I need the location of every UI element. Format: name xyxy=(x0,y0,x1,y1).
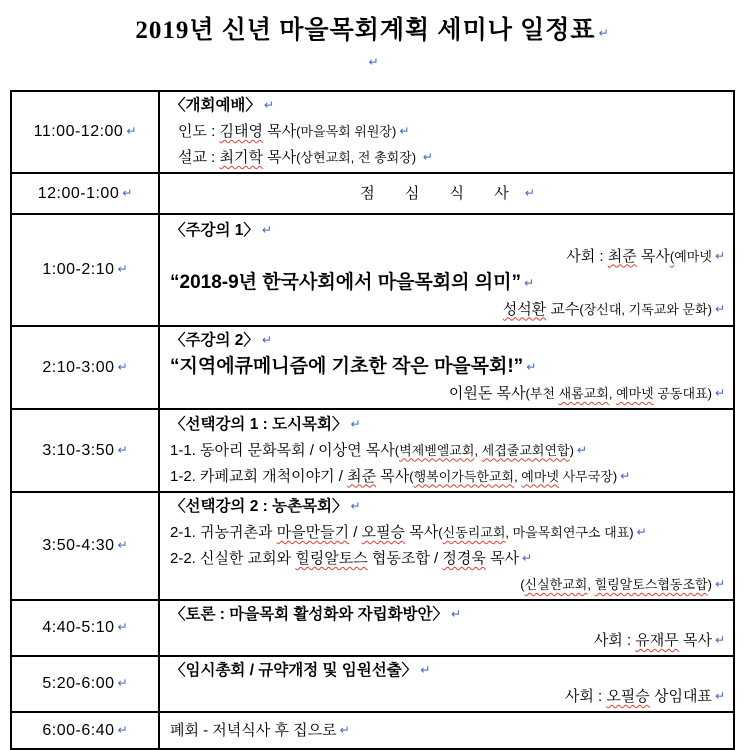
seg: 최준 xyxy=(347,467,377,485)
paragraph-mark-icon: ↵ xyxy=(350,499,361,513)
seg: 목사 xyxy=(262,123,297,140)
time-label: 3:50-4:30 xyxy=(42,537,115,554)
content-cell xyxy=(159,712,734,749)
page-title: 2019년 신년 마을목회계획 세미나 일정표 xyxy=(135,17,596,44)
session-title xyxy=(170,658,725,684)
seg: “2018-9년 한국사회에서 마을목회의 의미” xyxy=(170,271,521,293)
seg: 사회 : xyxy=(566,247,608,265)
seg: 〈주강의 1〉 xyxy=(170,221,259,239)
table-row xyxy=(11,409,734,492)
seg: 예마넷 xyxy=(616,386,654,401)
time-cell xyxy=(11,656,159,712)
seg: 김태영 xyxy=(219,123,263,140)
paragraph-mark-icon: ↵ xyxy=(422,150,433,164)
seg: ( xyxy=(438,525,443,540)
time-cell xyxy=(11,214,159,326)
paragraph-mark-icon: ↵ xyxy=(620,468,631,483)
seg: 오필승 xyxy=(361,524,406,541)
seg: 신동리교회 xyxy=(442,525,506,540)
lecture-title xyxy=(170,354,725,381)
table-row xyxy=(11,656,734,712)
seg: (장신대, 기독교와 문화) xyxy=(579,301,712,317)
seg: 인도 : xyxy=(178,123,220,140)
empty-paragraph xyxy=(0,54,744,72)
paragraph-mark-icon: ↵ xyxy=(261,222,272,237)
seg: 폐회 - 저녁식사 후 집으로 xyxy=(170,721,337,739)
paragraph-mark-icon: ↵ xyxy=(117,442,128,457)
table-row xyxy=(11,326,734,409)
time-cell xyxy=(11,409,159,492)
seg: ( xyxy=(409,468,414,484)
paragraph-mark-icon: ↵ xyxy=(576,442,587,457)
paragraph-mark-icon: ↵ xyxy=(117,722,128,737)
content-cell xyxy=(159,173,734,214)
session-title xyxy=(170,328,725,354)
lecture-title xyxy=(170,270,725,297)
seg: 사회 : xyxy=(593,632,636,649)
session-detail xyxy=(170,244,725,270)
seg: 행복이가득한교회 xyxy=(413,468,515,484)
table-row xyxy=(11,600,734,656)
paragraph-mark-icon: ↵ xyxy=(714,248,725,263)
seg: (마을목회 위원장) xyxy=(296,124,397,139)
seg: 교수 xyxy=(546,300,580,318)
session-detail xyxy=(170,464,725,490)
seg: 목사 xyxy=(405,524,439,541)
seg: 목사 xyxy=(636,247,670,265)
seg: 〈선택강의 2 : 농촌목회〉 xyxy=(170,498,348,515)
paragraph-mark-icon: ↵ xyxy=(399,124,410,138)
paragraph-mark-icon: ↵ xyxy=(263,98,274,112)
seg: 설교 : xyxy=(178,149,220,166)
seg: ) xyxy=(569,442,574,458)
session-detail xyxy=(170,438,725,464)
seg: 목사 xyxy=(678,632,712,649)
seg: 1-1. 동아리 문화목회 / 이상연 목사 xyxy=(170,441,395,459)
seg: 성석환 xyxy=(502,300,547,318)
session-title xyxy=(170,218,725,244)
time-label: 3:10-3:50 xyxy=(42,441,115,459)
document-title-row xyxy=(0,10,744,46)
paragraph-mark-icon: ↵ xyxy=(122,185,133,200)
paragraph-mark-icon: ↵ xyxy=(714,633,725,647)
paragraph-mark-icon: ↵ xyxy=(522,551,533,565)
paragraph-mark-icon: ↵ xyxy=(117,359,128,374)
seg: 협동조합 / xyxy=(367,550,443,567)
session-detail xyxy=(170,718,725,744)
seg: 2-1. 귀농귀촌과 xyxy=(170,524,277,541)
seg: 1-2. 카페교회 개척이야기 / xyxy=(170,467,348,485)
seg: 2-2. 신실한 교회와 xyxy=(170,550,296,567)
paragraph-mark-icon: ↵ xyxy=(714,689,725,703)
session-detail xyxy=(170,572,725,598)
paragraph-mark-icon: ↵ xyxy=(261,333,272,347)
seg: , xyxy=(474,442,482,458)
seg: 사회 : xyxy=(564,688,607,705)
paragraph-mark-icon: ↵ xyxy=(117,676,128,690)
seg: 새롬교회 xyxy=(558,386,609,401)
content-cell xyxy=(159,214,734,326)
content-cell xyxy=(159,409,734,492)
paragraph-mark-icon: ↵ xyxy=(368,55,379,69)
time-label: 5:20-6:00 xyxy=(42,675,115,692)
paragraph-mark-icon: ↵ xyxy=(339,722,350,737)
seg: , 마을목회연구소 대표) xyxy=(505,525,634,540)
seg: 유재무 xyxy=(635,632,679,649)
content-cell xyxy=(159,656,734,712)
seg: , xyxy=(514,468,522,484)
paragraph-mark-icon: ↵ xyxy=(117,620,128,634)
paragraph-mark-icon: ↵ xyxy=(117,538,128,552)
seg: 예마넷 xyxy=(674,248,712,264)
paragraph-mark-icon: ↵ xyxy=(636,525,647,539)
schedule-table xyxy=(10,90,735,750)
time-cell xyxy=(11,173,159,214)
seg: ( xyxy=(669,248,675,264)
content-cell xyxy=(159,492,734,600)
paragraph-mark-icon: ↵ xyxy=(524,185,535,200)
seg: 〈임시총회 / 규약개정 및 임원선출〉 xyxy=(170,662,418,679)
paragraph-mark-icon: ↵ xyxy=(523,275,535,290)
paragraph-mark-icon: ↵ xyxy=(117,262,128,276)
content-cell xyxy=(159,326,734,409)
table-row xyxy=(11,214,734,326)
paragraph-mark-icon: ↵ xyxy=(526,360,537,374)
seg: 마을만들기 xyxy=(276,524,350,541)
seg: ( xyxy=(520,577,525,592)
seg: 세겹줄교회연합 xyxy=(481,442,570,458)
seg: 이원돈 목사 xyxy=(448,385,526,402)
time-cell xyxy=(11,492,159,600)
seg: (상현교회, 전 총회장) xyxy=(296,150,420,165)
time-label: 12:00-1:00 xyxy=(37,184,120,202)
time-label: 11:00-12:00 xyxy=(33,123,124,140)
paragraph-mark-icon: ↵ xyxy=(450,607,462,621)
paragraph-mark-icon: ↵ xyxy=(598,26,609,40)
session-detail xyxy=(170,546,725,572)
seg: 힐링알토스 xyxy=(295,550,368,567)
seg: 〈주강의 2〉 xyxy=(170,332,259,349)
session-detail xyxy=(170,297,725,323)
session-title xyxy=(170,494,725,520)
seg: 벽제벧엘교회 xyxy=(399,442,475,458)
seg: 목사 xyxy=(485,550,520,567)
time-cell xyxy=(11,326,159,409)
session-title xyxy=(170,602,725,628)
seg: , xyxy=(587,577,595,592)
session-detail xyxy=(170,119,725,145)
session-detail xyxy=(170,381,725,407)
seg: 상임대표 xyxy=(649,688,712,705)
seg: 목사 xyxy=(262,149,297,166)
seg: 〈토론 : 마을목회 활성화와 자립화방안〉 xyxy=(170,606,448,623)
paragraph-mark-icon: ↵ xyxy=(714,301,725,316)
time-label: 4:40-5:10 xyxy=(42,619,115,636)
time-cell xyxy=(11,712,159,749)
seg: ) xyxy=(707,577,712,592)
paragraph-mark-icon: ↵ xyxy=(420,663,431,677)
seg: 최준 xyxy=(607,247,637,265)
time-label: 1:00-2:10 xyxy=(42,261,115,278)
seg: 힐링알토스협동조합 xyxy=(594,577,708,592)
content-cell xyxy=(159,91,734,173)
seg: 예마넷 xyxy=(521,468,559,484)
seg: (부천 xyxy=(525,386,559,401)
seg: 정경욱 xyxy=(442,550,486,567)
seg: 〈개회예배〉 xyxy=(170,97,261,114)
seg: 목사 xyxy=(376,467,410,485)
session-detail xyxy=(170,684,725,710)
session-detail xyxy=(170,520,725,546)
table-row xyxy=(11,712,734,749)
table-row xyxy=(11,492,734,600)
seg: 〈선택강의 1 : 도시목회〉 xyxy=(170,415,348,433)
seg: 오필승 xyxy=(606,688,650,705)
seg: / xyxy=(349,524,362,541)
session-detail xyxy=(170,628,725,654)
time-cell xyxy=(11,91,159,173)
seg: 점 심 식 사 xyxy=(360,184,522,202)
seg: 신실한교회 xyxy=(524,577,588,592)
seg: 공동대표) xyxy=(653,386,712,401)
paragraph-mark-icon: ↵ xyxy=(714,577,725,591)
session-detail xyxy=(170,181,725,207)
paragraph-mark-icon: ↵ xyxy=(350,416,361,431)
table-row xyxy=(11,91,734,173)
session-detail xyxy=(170,145,725,171)
session-title xyxy=(170,412,725,438)
table-row xyxy=(11,173,734,214)
seg: “지역에큐메니즘에 기초한 작은 마을목회!” xyxy=(170,356,524,377)
seg: , xyxy=(608,386,617,401)
paragraph-mark-icon: ↵ xyxy=(714,386,725,400)
seg: 사무국장) xyxy=(558,468,618,484)
paragraph-mark-icon: ↵ xyxy=(126,124,137,138)
session-title xyxy=(170,93,725,119)
seg: ( xyxy=(394,442,400,458)
time-label: 6:00-6:40 xyxy=(42,721,115,739)
content-cell xyxy=(159,600,734,656)
time-label: 2:10-3:00 xyxy=(42,358,115,376)
seg: 최기학 xyxy=(219,149,263,166)
time-cell xyxy=(11,600,159,656)
